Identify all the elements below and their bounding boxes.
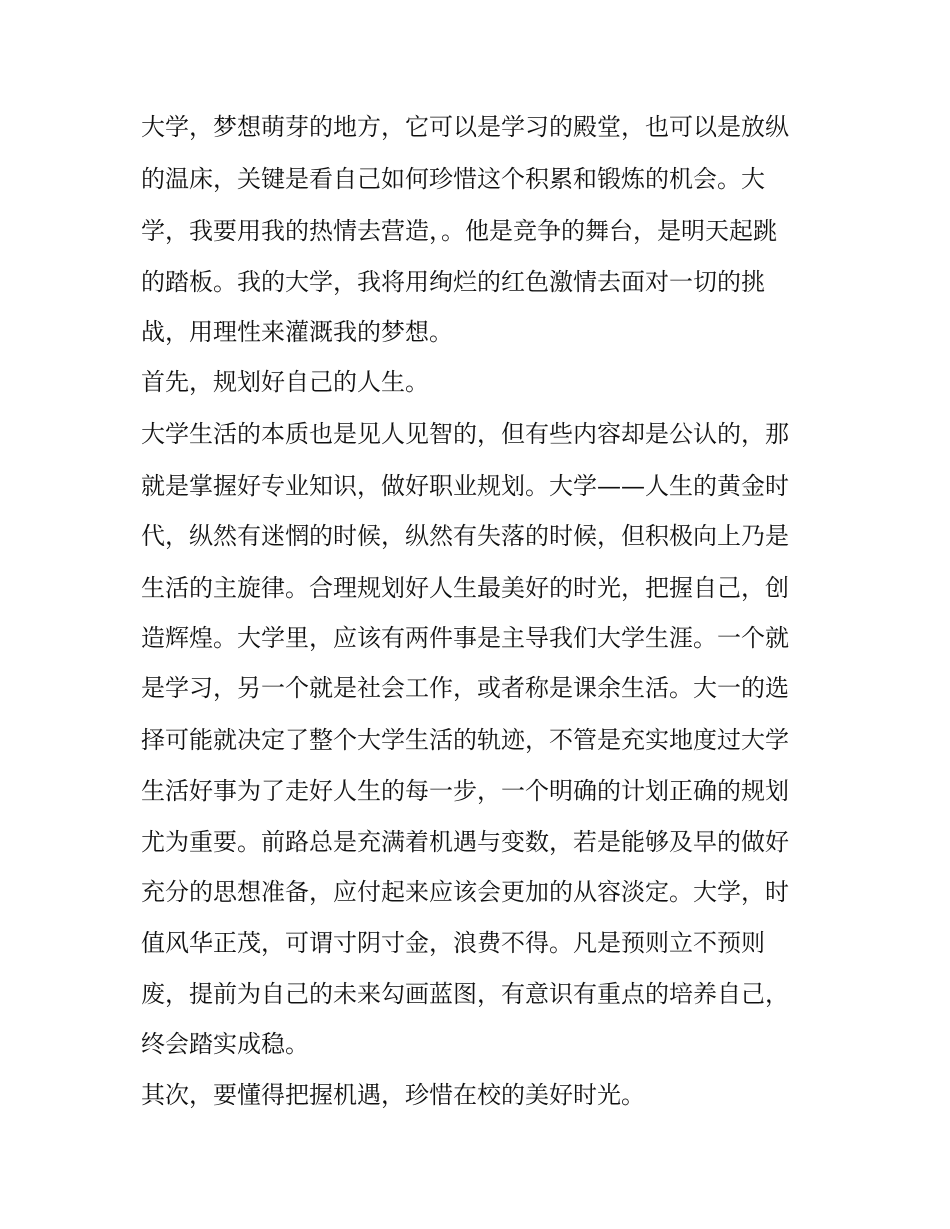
text-line: 择可能就决定了整个大学生活的轨迹，不管是充实地度过大学 [141,726,789,754]
text-line: 战，用理性来灌溉我的梦想。 [141,318,453,346]
section-heading: 其次，要懂得把握机遇，珍惜在校的美好时光。 [141,1081,645,1109]
text-line: 大学，梦想萌芽的地方，它可以是学习的殿堂，也可以是放纵 [141,113,789,141]
text-line: 就是掌握好专业知识，做好职业规划。大学——人生的黄金时 [141,472,789,500]
text-line: 生活的主旋律。合理规划好人生最美好的时光，把握自己，创 [141,574,789,602]
text-line: 是学习，另一个就是社会工作，或者称是课余生活。大一的选 [141,674,789,702]
text-line: 学，我要用我的热情去营造，。他是竞争的舞台，是明天起跳 [141,217,777,245]
text-line: 生活好事为了走好人生的每一步，一个明确的计划正确的规划 [141,777,789,805]
text-line: 造辉煌。大学里，应该有两件事是主导我们大学生涯。一个就 [141,624,789,652]
section-heading: 首先，规划好自己的人生。 [141,368,429,396]
text-line: 废，提前为自己的未来勾画蓝图，有意识有重点的培养自己， [141,980,789,1008]
text-line: 尤为重要。前路总是充满着机遇与变数，若是能够及早的做好 [141,828,789,856]
text-line: 终会踏实成稳。 [141,1030,309,1058]
text-line: 值风华正茂，可谓寸阴寸金，浪费不得。凡是预则立不预则 [141,929,765,957]
text-line: 代，纵然有迷惘的时候，纵然有失落的时候，但积极向上乃是 [141,522,789,550]
text-line: 大学生活的本质也是见人见智的，但有些内容却是公认的，那 [141,420,789,448]
text-line: 充分的思想准备，应付起来应该会更加的从容淡定。大学，时 [141,878,789,906]
text-line: 的温床，关键是看自己如何珍惜这个积累和锻炼的机会。大 [141,165,765,193]
text-line: 的踏板。我的大学，我将用绚烂的红色激情去面对一切的挑 [141,268,765,296]
